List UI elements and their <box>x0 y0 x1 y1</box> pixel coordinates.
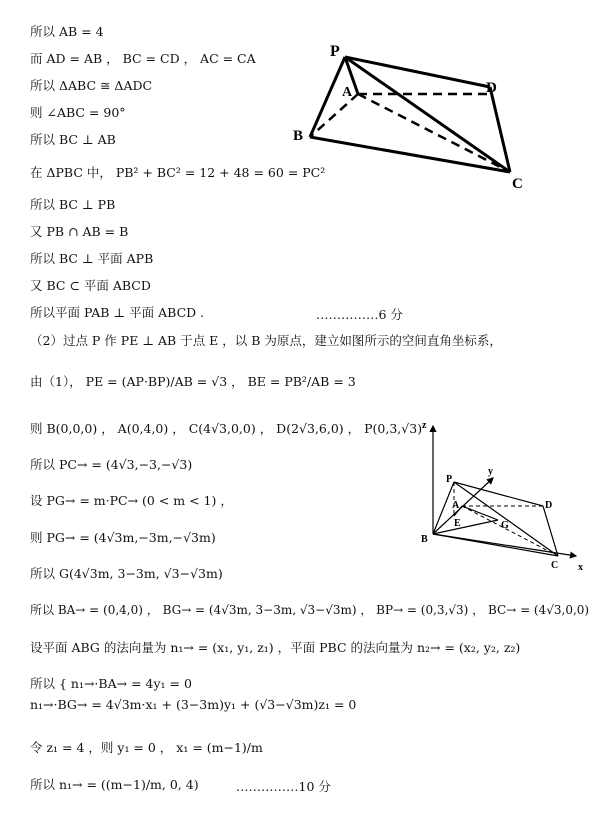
edge-bc <box>310 137 510 172</box>
line-3: 所以 ΔABC ≅ ΔADC <box>30 78 153 93</box>
line-14: 则 B(0,0,0) ， A(0,4,0) ， C(4√3,0,0) ， D(2√3,6,0) ， P(0,3,√3) <box>30 421 423 436</box>
line-1: 所以 AB = 4 <box>30 24 104 39</box>
edge-ac2 <box>462 506 558 556</box>
line-23: 令 z₁ = 4 ，则 y₁ = 0 ， x₁ = (m−1)/m <box>30 740 263 755</box>
line-20: 设平面 ABG 的法向量为 n₁→ = (x₁, y₁, z₁) ，平面 PBC 的法向量为 n₂→ = (x₂, y₂, z₂) <box>30 640 521 655</box>
label-b2: B <box>421 534 428 545</box>
line-7: 所以 BC ⊥ PB <box>30 197 116 212</box>
label-p2: P <box>446 474 453 485</box>
label-a: A <box>342 85 353 100</box>
label-e2: E <box>454 518 461 529</box>
edge-pb2 <box>433 482 454 534</box>
pyramid-figure <box>290 42 530 192</box>
label-b: B <box>293 128 304 144</box>
coordinate-figure <box>418 418 598 578</box>
edge-dc2 <box>543 506 558 556</box>
label-g2: G <box>501 520 509 531</box>
line-22: n₁→·BG→ = 4√3m·x₁ + (3−3m)y₁ + (√3−√3m)z₁ = 0 <box>30 697 357 712</box>
line-24: 所以 n₁→ = ((m−1)/m, 0, 4) <box>30 777 199 792</box>
label-c2: C <box>551 560 559 571</box>
line-18: 所以 G(4√3m, 3−3m, √3−√3m) <box>30 566 223 581</box>
line-15: 所以 PC→ = (4√3,−3,−√3) <box>30 457 193 472</box>
line-12: （2）过点 P 作 PE ⊥ AB 于点 E ，以 B 为原点，建立如图所示的空间直角坐标系， <box>30 333 502 348</box>
label-y: y <box>488 466 493 477</box>
label-a2: A <box>452 500 460 511</box>
score-mark-6: ……………6 分 <box>316 307 403 322</box>
label-d2: D <box>545 500 553 511</box>
line-6: 在 ΔPBC 中， PB² + BC² = 12 + 48 = 60 = PC² <box>30 165 326 180</box>
label-z: z <box>422 420 427 431</box>
line-4: 则 ∠ABC = 90° <box>30 105 126 120</box>
score-mark-10: ……………10 分 <box>236 779 331 794</box>
line-9: 所以 BC ⊥ 平面 APB <box>30 251 154 266</box>
line-19: 所以 BA→ = (0,4,0) ， BG→ = (4√3m, 3−3m, √3−√3m) ， BP→ = (0,3,√3) ， BC→ = (4√3,0,0) <box>30 603 590 617</box>
line-2: 而 AD = AB ， BC = CD ， AC = CA <box>30 51 256 66</box>
edge-ac <box>358 94 510 172</box>
label-c: C <box>512 176 523 192</box>
line-5: 所以 BC ⊥ AB <box>30 132 116 147</box>
edge-bg <box>433 520 498 534</box>
edge-ab <box>310 94 358 137</box>
label-x: x <box>578 562 583 573</box>
edge-bc2 <box>433 534 558 556</box>
label-d: D <box>486 80 497 96</box>
line-21: 所以 { n₁→·BA→ = 4y₁ = 0 <box>30 676 192 691</box>
line-17: 则 PG→ = (4√3m,−3m,−√3m) <box>30 530 216 545</box>
label-p: P <box>330 43 340 60</box>
edge-ag <box>462 506 498 520</box>
line-16: 设 PG→ = m·PC→ (0 < m < 1) ， <box>30 493 233 508</box>
line-10: 又 BC ⊂ 平面 ABCD <box>30 278 151 293</box>
line-8: 又 PB ∩ AB = B <box>30 224 129 239</box>
line-13: 由（1）， PE = (AP·BP)/AB = √3 ， BE = PB²/AB = 3 <box>30 374 356 389</box>
line-11: 所以平面 PAB ⊥ 平面 ABCD . <box>30 305 205 320</box>
edge-pb <box>310 57 345 137</box>
